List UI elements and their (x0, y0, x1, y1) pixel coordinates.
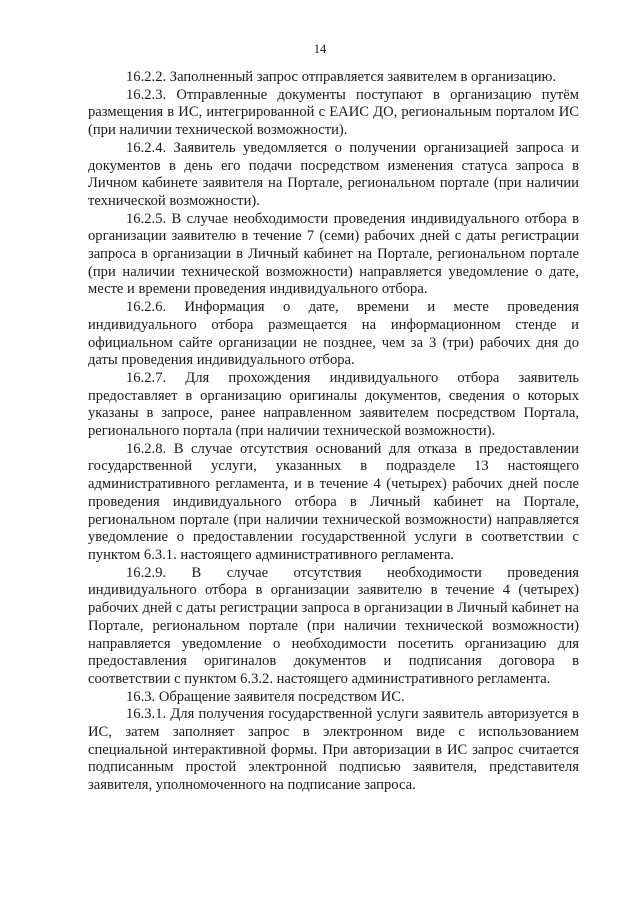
page-number: 14 (313, 42, 327, 56)
paragraph-16-2-5: 16.2.5. В случае необходимости проведения индивидуального отбора в организации заявителю в течение 7 (семи) рабочих дней с даты регистрации запроса в организации в Личный кабинет на Портале, региональном портале (при наличии технической возможности) направляется уведомление о дате, месте и времени проведения индивидуального отбора. (88, 210, 579, 298)
paragraph-16-3-1: 16.3.1. Для получения государственной услуги заявитель авторизуется в ИС, затем заполняет запрос в электронном виде с использованием специальной интерактивной формы. При авторизации в ИС запрос считается подписанным простой электронной подписью заявителя, представителя заявителя, уполномоченного на подписание запроса. (88, 706, 579, 794)
paragraph-16-2-3: 16.2.3. Отправленные документы поступают в организацию путём размещения в ИС, интегрированной с ЕАИС ДО, региональным порталом ИС (при наличии технической возможности). (88, 86, 579, 139)
paragraph-16-2-7: 16.2.7. Для прохождения индивидуального отбора заявитель предоставляет в организацию оригиналы документов, сведения о которых указаны в запросе, ранее направленном заявителем посредством Портала, регионального портала (при наличии технической возможности). (88, 369, 579, 440)
document-body (88, 69, 579, 795)
paragraph-16-2-6: 16.2.6. Информация о дате, времени и месте проведения индивидуального отбора размещается на информационном стенде и официальном сайте организации не позднее, чем за 3 (три) рабочих дня до даты проведения индивидуального отбора. (88, 299, 579, 369)
paragraph-16-2-2: 16.2.2. Заполненный запрос отправляется заявителем в организацию. (126, 69, 557, 85)
paragraph-16-2-8: 16.2.8. В случае отсутствия оснований для отказа в предоставлении государственной услуги, указанных в подразделе 13 настоящего административного регламента, и в течение 4 (четырех) рабочих дней после проведения индивидуального отбора в Личный кабинет на Портале, региональном портале (при наличии технической возможности) направляется уведомление о предоставлении государственной услуги в соответствии с пунктом 6.3.1. настоящего административного регламента. (88, 440, 579, 563)
paragraph-16-2-9: 16.2.9. В случае отсутствия необходимости проведения индивидуального отбора в организации заявителю в течение 4 (четырех) рабочих дней с даты регистрации запроса в организации в Личный кабинет на Портале, региональном портале (при наличии технической возможности) направляется уведомление о необходимости посетить организацию для предоставления оригиналов документов и подписания договора в соответствии с пунктом 6.3.2. настоящего административного регламента. (88, 564, 579, 687)
paragraph-16-2-4: 16.2.4. Заявитель уведомляется о получении организацией запроса и документов в день его подачи посредством изменения статуса запроса в Личном кабинете заявителя на Портале, региональном портале (при наличии технической возможности). (88, 139, 579, 209)
section-heading-16-3: 16.3. Обращение заявителя посредством ИС. (126, 688, 405, 705)
